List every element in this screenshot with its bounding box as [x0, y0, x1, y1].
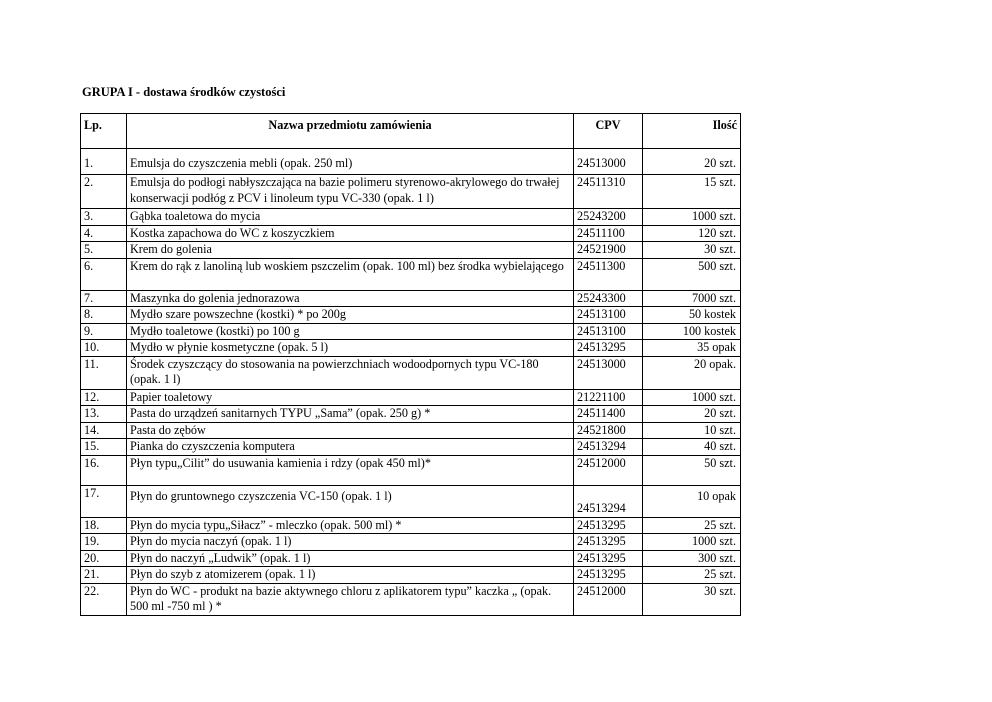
- row-item-name: Płyn typu„Cilit” do usuwania kamienia i rdzy (opak 450 ml)*: [127, 455, 574, 485]
- column-header-cpv: CPV: [574, 114, 643, 149]
- row-lp: 18.: [81, 517, 127, 534]
- row-quantity: 20 opak.: [643, 356, 741, 389]
- row-item-name: Środek czyszczący do stosowania na powierzchniach wodoodpornych typu VC-180 (opak. 1 l): [127, 356, 574, 389]
- table-row: [81, 225, 741, 242]
- row-item-name: Płyn do mycia typu„Siłacz” - mleczko (opak. 500 ml) *: [127, 517, 574, 534]
- row-quantity: 25 szt.: [643, 567, 741, 584]
- row-cpv: 24521800: [574, 422, 643, 439]
- row-lp: 7.: [81, 290, 127, 307]
- table-row: [81, 290, 741, 307]
- row-lp: 15.: [81, 439, 127, 456]
- row-quantity: 50 szt.: [643, 455, 741, 485]
- row-quantity: 1000 szt.: [643, 534, 741, 551]
- table-row: [81, 389, 741, 406]
- table-row: [81, 455, 741, 485]
- row-cpv: 21221100: [574, 389, 643, 406]
- row-cpv: 24513295: [574, 550, 643, 567]
- row-item-name: Pasta do zębów: [127, 422, 574, 439]
- row-item-name: Pasta do urządzeń sanitarnych TYPU „Sama” (opak. 250 g) *: [127, 406, 574, 423]
- table-row: [81, 422, 741, 439]
- row-quantity: 120 szt.: [643, 225, 741, 242]
- table-row: [81, 567, 741, 584]
- row-quantity: 15 szt.: [643, 175, 741, 209]
- column-header-lp: Lp.: [81, 114, 127, 149]
- row-item-name: Pianka do czyszczenia komputera: [127, 439, 574, 456]
- row-cpv: 24511400: [574, 406, 643, 423]
- row-cpv: 24513294: [574, 439, 643, 456]
- row-lp: 6.: [81, 258, 127, 290]
- table-row: [81, 406, 741, 423]
- row-cpv: 24513100: [574, 323, 643, 340]
- table-row: [81, 550, 741, 567]
- row-quantity: 30 szt.: [643, 242, 741, 259]
- row-cpv: 24513000: [574, 149, 643, 175]
- table-row: [81, 534, 741, 551]
- row-cpv: 24512000: [574, 455, 643, 485]
- row-quantity: 50 kostek: [643, 307, 741, 324]
- row-item-name: Mydło szare powszechne (kostki) * po 200g: [127, 307, 574, 324]
- row-quantity: 20 szt.: [643, 149, 741, 175]
- row-lp: 1.: [81, 149, 127, 175]
- row-item-name: Płyn do naczyń „Ludwik” (opak. 1 l): [127, 550, 574, 567]
- row-quantity: 40 szt.: [643, 439, 741, 456]
- row-quantity: 10 opak: [643, 485, 741, 517]
- row-quantity: 25 szt.: [643, 517, 741, 534]
- row-item-name: Krem do golenia: [127, 242, 574, 259]
- row-cpv: 24513295: [574, 567, 643, 584]
- column-header-qty: Ilość: [643, 114, 741, 149]
- row-item-name: Emulsja do czyszczenia mebli (opak. 250 ml): [127, 149, 574, 175]
- row-lp: 2.: [81, 175, 127, 209]
- row-quantity: 35 opak: [643, 340, 741, 357]
- table-row: [81, 439, 741, 456]
- table-row: [81, 242, 741, 259]
- row-item-name: Mydło toaletowe (kostki) po 100 g: [127, 323, 574, 340]
- table-row: [81, 307, 741, 324]
- row-lp: 11.: [81, 356, 127, 389]
- row-item-name: Płyn do gruntownego czyszczenia VC-150 (opak. 1 l): [127, 485, 574, 517]
- table-row: [81, 583, 741, 615]
- row-cpv: 25243200: [574, 209, 643, 226]
- row-item-name: Płyn do mycia naczyń (opak. 1 l): [127, 534, 574, 551]
- row-cpv: 24511100: [574, 225, 643, 242]
- row-quantity: 20 szt.: [643, 406, 741, 423]
- row-lp: 3.: [81, 209, 127, 226]
- row-cpv: 24513295: [574, 517, 643, 534]
- table-row: [81, 340, 741, 357]
- row-item-name: Gąbka toaletowa do mycia: [127, 209, 574, 226]
- row-item-name: Emulsja do podłogi nabłyszczająca na bazie polimeru styrenowo-akrylowego do trwałej konserwacji podłóg z PCV i linoleum typu VC-330 (opak. 1 l): [127, 175, 574, 209]
- row-lp: 8.: [81, 307, 127, 324]
- row-item-name: Mydło w płynie kosmetyczne (opak. 5 l): [127, 340, 574, 357]
- row-item-name: Kostka zapachowa do WC z koszyczkiem: [127, 225, 574, 242]
- row-lp: 21.: [81, 567, 127, 584]
- row-quantity: 30 szt.: [643, 583, 741, 615]
- row-lp: 10.: [81, 340, 127, 357]
- table-body: [81, 149, 741, 616]
- row-cpv: 24513294: [574, 485, 643, 517]
- row-item-name: Krem do rąk z lanoliną lub woskiem pszczelim (opak. 100 ml) bez środka wybielającego: [127, 258, 574, 290]
- table-row: [81, 149, 741, 175]
- row-cpv: 25243300: [574, 290, 643, 307]
- row-lp: 13.: [81, 406, 127, 423]
- row-quantity: 300 szt.: [643, 550, 741, 567]
- row-cpv: 24513295: [574, 340, 643, 357]
- row-lp: 17.: [81, 485, 127, 517]
- table-row: [81, 517, 741, 534]
- row-cpv: 24512000: [574, 583, 643, 615]
- row-lp: 5.: [81, 242, 127, 259]
- row-lp: 19.: [81, 534, 127, 551]
- order-table: [80, 113, 741, 616]
- row-quantity: 10 szt.: [643, 422, 741, 439]
- row-cpv: 24513100: [574, 307, 643, 324]
- row-quantity: 1000 szt.: [643, 209, 741, 226]
- table-row: [81, 356, 741, 389]
- row-cpv: 24513000: [574, 356, 643, 389]
- table-row: [81, 485, 741, 517]
- table-row: [81, 323, 741, 340]
- row-lp: 12.: [81, 389, 127, 406]
- row-quantity: 500 szt.: [643, 258, 741, 290]
- table-row: [81, 209, 741, 226]
- row-cpv: 24511300: [574, 258, 643, 290]
- row-item-name: Płyn do szyb z atomizerem (opak. 1 l): [127, 567, 574, 584]
- row-item-name: Płyn do WC - produkt na bazie aktywnego chloru z aplikatorem typu” kaczka „ (opak. 500 ml -750 ml ) *: [127, 583, 574, 615]
- row-cpv: 24511310: [574, 175, 643, 209]
- column-header-name: Nazwa przedmiotu zamówienia: [127, 114, 574, 149]
- row-cpv: 24521900: [574, 242, 643, 259]
- row-cpv: 24513295: [574, 534, 643, 551]
- row-item-name: Maszynka do golenia jednorazowa: [127, 290, 574, 307]
- row-lp: 9.: [81, 323, 127, 340]
- row-lp: 16.: [81, 455, 127, 485]
- row-lp: 4.: [81, 225, 127, 242]
- row-lp: 14.: [81, 422, 127, 439]
- table-header-row: [81, 114, 741, 149]
- document-heading: GRUPA I - dostawa środków czystości: [82, 85, 286, 99]
- table-row: [81, 175, 741, 209]
- table-row: [81, 258, 741, 290]
- row-quantity: 7000 szt.: [643, 290, 741, 307]
- row-lp: 22.: [81, 583, 127, 615]
- row-quantity: 100 kostek: [643, 323, 741, 340]
- row-item-name: Papier toaletowy: [127, 389, 574, 406]
- row-lp: 20.: [81, 550, 127, 567]
- row-quantity: 1000 szt.: [643, 389, 741, 406]
